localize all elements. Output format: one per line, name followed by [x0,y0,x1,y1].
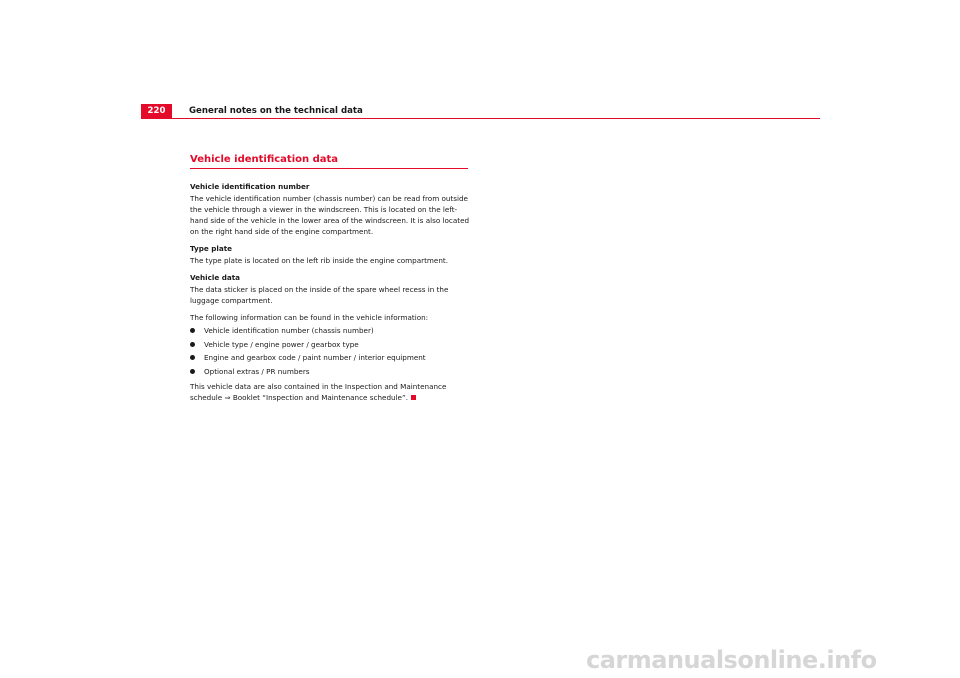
page-number: 220 [141,104,172,119]
block-type-plate [190,243,468,266]
bullet-icon [190,355,195,360]
bullet-icon [190,342,195,347]
paragraph-vin: The vehicle identification number (chassis number) can be read from outside the vehicle through a viewer in the windscreen. This is located on the left-hand side of the vehicle in the lower area of the windscreen. It is also located on the right hand side of the engine compartment. [190,194,470,236]
subheading-vehicle-data: Vehicle data [190,273,241,282]
list-item-text: Vehicle identification number (chassis number) [204,326,374,335]
list-item [190,325,468,336]
list-intro: The following information can be found in the vehicle information: [190,313,429,322]
closing-paragraph [190,381,470,403]
bullet-icon [190,328,195,333]
list-item-text: Engine and gearbox code / paint number / interior equipment [204,353,426,362]
list-item-text: Optional extras / PR numbers [204,366,310,376]
watermark: carmanualsonline.info [586,646,877,674]
list-item-text: Vehicle type / engine power / gearbox type [204,339,359,349]
paragraph-vehicle-data: The data sticker is placed on the inside of the spare wheel recess in the luggage compartment. [190,285,449,305]
closing-text: This vehicle data are also contained in the Inspection and Maintenance schedule [190,381,447,402]
bullet-icon [190,369,195,374]
list-item [190,339,468,350]
list-item [190,366,468,377]
block-vin [190,181,468,237]
main-content [190,152,468,409]
block-vehicle-data [190,272,468,306]
info-list [190,325,468,377]
booklet-reference[interactable]: Booklet “Inspection and Maintenance schedule”. [232,392,408,402]
page-header [141,104,820,119]
subheading-type-plate: Type plate [190,244,233,253]
list-item [190,352,468,363]
subheading-vin: Vehicle identification number [190,182,310,191]
cross-reference-arrow-icon: ⇒ [224,392,231,402]
section-title: Vehicle identification data [190,152,468,169]
paragraph-type-plate: The type plate is located on the left rib inside the engine compartment. [190,256,449,265]
running-title: General notes on the technical data [189,106,363,116]
end-of-section-icon [411,395,416,400]
